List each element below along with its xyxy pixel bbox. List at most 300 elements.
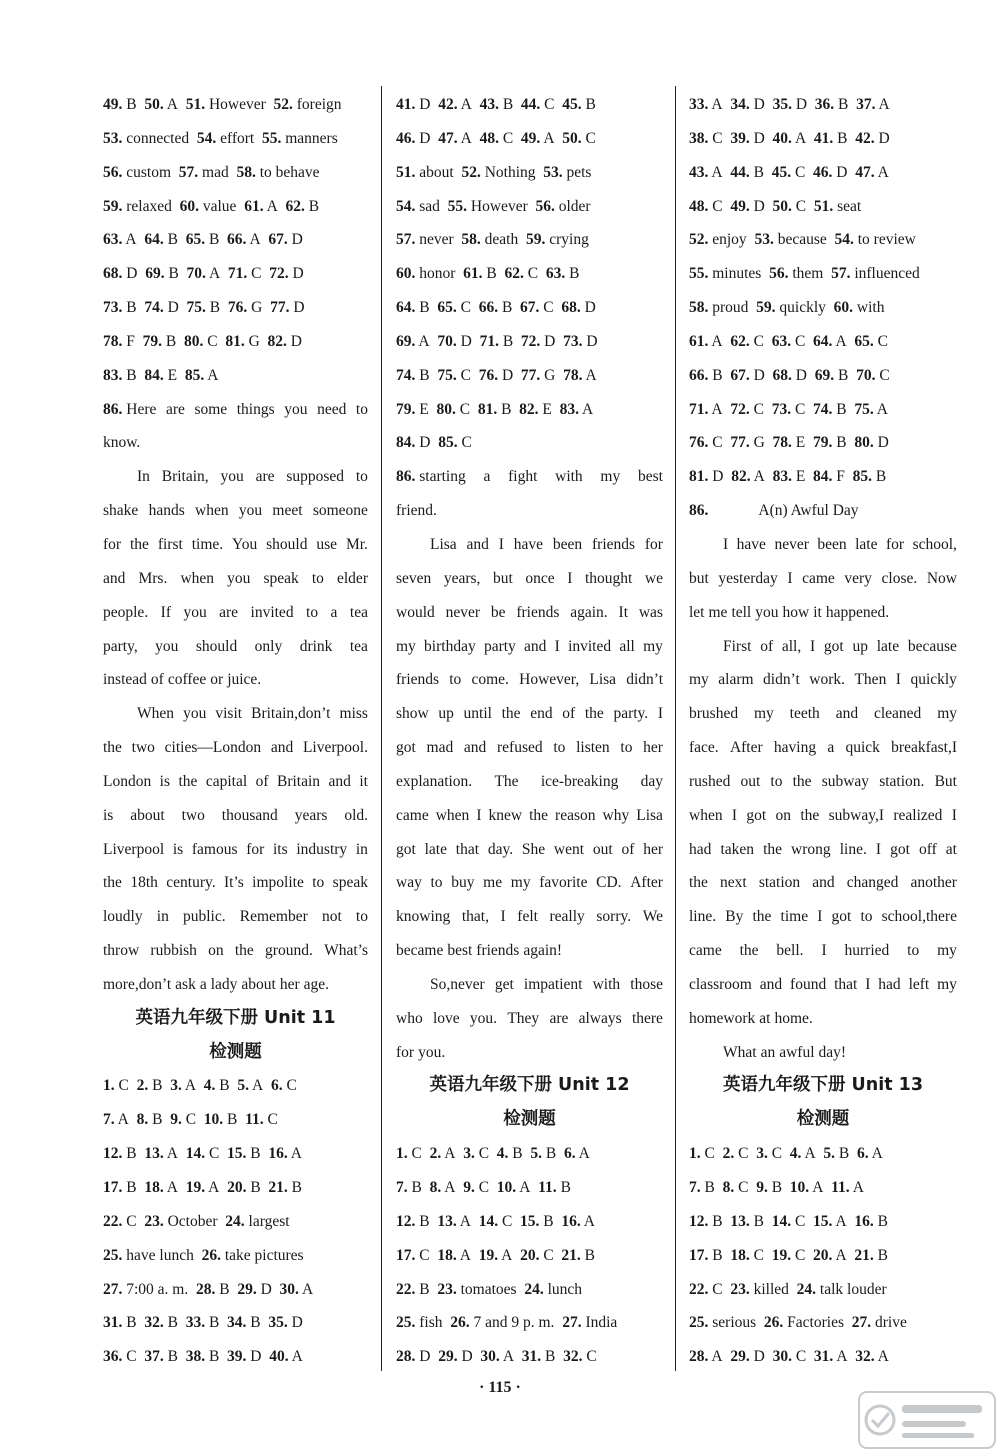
item-number: 6. [271,1077,283,1095]
answer-value: C [753,400,764,418]
answer-value: C [527,265,539,283]
word [845,934,890,968]
answer-item [505,265,546,282]
answer-value: A [460,96,472,113]
item-number: 4. [203,1077,216,1095]
answer-row [689,1306,957,1340]
word [844,562,872,596]
answer-item [772,1247,813,1264]
word-text: industry [296,840,348,858]
word-text: party. [613,705,649,723]
answer-item [478,401,519,418]
word [600,460,620,494]
item-number: 54. [196,129,217,147]
word [103,833,164,867]
word-text: I [865,975,871,993]
word [759,866,800,900]
answer-row [103,1340,368,1374]
item-number: 8. [722,1179,735,1196]
text-line [689,968,957,1002]
item-number: 76. [227,299,248,317]
word-text: I [731,806,738,824]
word [689,968,752,1002]
word [636,799,663,833]
item-number: 32. [563,1348,583,1366]
word [723,1036,757,1070]
item-number: 79. [813,434,833,452]
answer-item [103,1314,144,1331]
answer-value: A [125,231,137,249]
answer-value: October [167,1212,218,1230]
item-number: 17. [689,1246,709,1264]
word-text: reason [555,806,596,824]
word [952,799,957,833]
answer-item [730,198,772,215]
word-text: why [602,806,630,824]
item-number: 34. [730,96,750,113]
answer-value: B [712,1246,723,1264]
item-number: 26. [450,1314,470,1332]
answer-value: B [712,366,723,384]
answer-item [769,265,831,282]
answer-item [186,1145,227,1162]
answer-item [524,1281,582,1298]
answer-item [187,299,228,316]
word-text: some [194,400,228,418]
word [913,528,957,562]
word-text: friend. [396,502,437,520]
text-line [103,833,368,867]
answer-item [186,231,227,248]
word [793,765,812,799]
answer-item [437,1213,478,1230]
text-line [103,426,368,460]
answer-value: However [208,96,266,113]
answer-row [103,122,368,156]
item-number: 61. [463,265,483,283]
answer-item [103,1281,196,1298]
word [845,731,879,765]
column-left [103,88,368,1374]
item-number: 9. [170,1111,182,1129]
answer-value: E [167,366,178,384]
word [630,866,663,900]
answer-item [463,1179,497,1196]
word-text: to [770,772,783,790]
word [776,934,803,968]
word [251,596,294,630]
word-text: have [736,535,766,553]
item-number: 81. [225,332,245,350]
word-text: is [172,840,184,858]
word-text: and [524,637,547,655]
text-line [396,630,663,664]
word [919,833,937,867]
word [396,765,472,799]
word [585,697,604,731]
answer-item [689,434,730,451]
answer-item [538,1179,571,1196]
item-number: 85. [852,468,873,486]
word-text: been [817,535,847,553]
answer-value: A [208,265,221,283]
answer-value: D [460,332,472,350]
item-number: 82. [519,400,539,418]
answer-value: D [753,129,765,147]
word [356,900,368,934]
answer-item [731,468,772,485]
answer-item [520,299,561,316]
word [489,799,523,833]
item-number: 53. [103,129,123,147]
word-text: and [835,705,859,723]
answer-row [689,223,957,257]
word-text: yesterday [718,569,778,587]
word [103,900,143,934]
word-text: a [199,975,207,993]
word-text: Liverpool. [302,739,368,757]
word-text: station. [879,772,925,790]
word-text: me [483,874,503,892]
answer-item [396,265,463,282]
word-text: of [562,705,576,723]
answer-row [689,1273,957,1307]
answer-value: D [419,129,431,147]
item-number: 58. [236,163,256,181]
text-line [689,799,957,833]
answer-row [396,156,663,190]
word [425,833,447,867]
item-number: 65. [854,332,874,350]
word [579,1002,622,1036]
word [155,630,178,664]
word-text: you [238,502,263,520]
word [464,731,486,765]
item-number: 15. [227,1145,247,1163]
word-text: By [725,908,744,926]
essay-title-line [689,494,957,528]
word-text: rubbish [150,942,197,960]
word [137,697,174,731]
word [438,697,454,731]
answer-item [689,1247,730,1264]
answer-item [450,1314,562,1331]
word [689,900,716,934]
word [306,596,318,630]
item-number: 18. [144,1179,164,1196]
word [874,697,921,731]
answer-row [103,1171,368,1205]
item-number: 56. [769,265,789,283]
word [497,731,543,765]
answer-item [103,130,197,147]
word [284,393,307,427]
word-text: my [510,874,531,892]
answer-row [396,393,663,427]
answer-value: custom [126,163,172,181]
answer-item [756,1179,790,1196]
item-number: 62. [285,197,305,215]
answer-value: C [126,1348,137,1366]
word-text: those [630,975,663,993]
item-number: 11. [245,1111,264,1129]
answer-item [430,1145,464,1162]
answer-item [244,198,285,215]
word-text: came [396,806,429,824]
word-text: to [355,400,368,418]
word [555,460,583,494]
word-text: always [578,1009,622,1027]
answer-value: A [459,1212,471,1230]
answer-row [103,1306,368,1340]
word [613,697,648,731]
answer-item [689,1281,730,1298]
word [396,1002,423,1036]
item-number: 57. [178,163,199,181]
word-text: Mrs. [138,569,168,587]
answer-item [225,1213,289,1230]
item-number: 50. [144,96,164,113]
word-text: once [525,569,555,587]
answer-value: C [795,197,807,215]
item-number: 80. [183,332,204,350]
item-number: 79. [142,332,162,350]
item-number: 42. [438,96,458,113]
word-text: and [463,739,487,757]
word [446,596,480,630]
word-text: again! [523,942,563,960]
answer-item [689,299,756,316]
word [720,833,754,867]
word [553,528,582,562]
word-text: of [621,840,635,858]
word [759,1002,770,1036]
word-text: out [740,772,761,790]
word [324,934,368,968]
item-number: 2. [429,1145,442,1163]
answer-row [396,1273,663,1307]
answer-item [520,1213,561,1230]
word [424,630,476,664]
answer-item [730,367,772,384]
item-number: 73. [771,400,792,418]
answer-item [561,299,595,316]
item-number: 14. [771,1212,792,1230]
item-number: 73. [563,332,583,350]
answer-value: A [117,1111,129,1129]
item-number: 65. [185,231,206,249]
word-text: quick [845,739,880,757]
word-text: next [720,874,747,892]
answer-value: D [167,299,179,317]
answer-item [689,468,731,485]
answer-value: A [543,129,555,147]
word [356,833,368,867]
word-text: famous [191,840,238,858]
word [519,663,579,697]
answer-value: G [251,299,263,317]
word-text: for [246,840,265,858]
word [280,968,300,1002]
word [896,663,901,697]
word-text: sorry. [596,908,632,926]
answer-item [436,401,477,418]
answer-value: B [771,1179,783,1196]
answer-value: D [795,96,808,113]
word-text: to [306,603,319,621]
answer-value: B [419,299,430,317]
word-text: cities—London [164,739,262,757]
word [860,900,872,934]
answer-value: C [185,1111,197,1129]
word-text: on [775,806,792,824]
item-number: 55. [447,197,468,215]
answer-item [563,333,597,350]
word [103,731,122,765]
text-line [103,968,368,1002]
answer-value: B [308,197,320,215]
word-text: more,don’t [103,975,172,993]
answer-value: C [543,1246,554,1264]
word-text: I [498,535,504,553]
word-text: love [432,1009,460,1027]
answer-row [103,359,368,393]
word [781,900,809,934]
word-text: tea [349,637,368,655]
answer-row [689,257,957,291]
word [539,866,587,900]
item-number: 78. [103,332,123,350]
answer-value: honor [419,265,456,283]
word [689,934,722,968]
word-text: need [317,400,347,418]
word-text: we [644,569,663,587]
word-text: However, [519,671,580,689]
column-right [689,88,957,1374]
answer-item [479,367,521,384]
word-text: We [642,908,663,926]
word [909,968,930,1002]
item-number: 17. [103,1179,123,1196]
word-text: a [330,603,338,621]
word-text: century. [166,874,216,892]
item-number: 63. [771,332,792,350]
item-number: 20. [227,1179,247,1196]
answer-item [563,1348,597,1365]
item-number: 63. [103,231,123,249]
item-number: 39. [730,129,750,147]
word [752,900,771,934]
item-number: 72. [520,332,541,350]
item-number: 29. [438,1348,458,1366]
word-text: When [137,705,175,723]
answer-value: proud [712,299,749,317]
word [854,663,886,697]
word-text: After [729,739,763,757]
item-number: 36. [814,96,835,113]
word-text: late [855,535,878,553]
item-number: 51. [813,197,834,215]
answer-value: relaxed [126,197,172,215]
answer-item [497,1145,531,1162]
answer-value: D [126,265,138,283]
answer-value: C [251,265,262,283]
word [175,968,196,1002]
word-text: when [195,502,229,520]
answer-item [144,1348,185,1365]
answer-value: C [459,400,471,418]
word-text: You [232,535,258,553]
word [396,866,422,900]
word [137,460,150,494]
answer-item [730,1213,771,1230]
word-text: the [739,942,759,960]
answer-value: tomatoes [460,1280,517,1298]
word-text: or [210,671,224,689]
item-number: 48. [479,129,499,147]
answer-item [262,130,338,147]
word-text: never [774,535,809,553]
item-number: 62. [504,265,524,283]
word-text: at [945,840,957,858]
item-number: 28. [396,1348,416,1366]
word [718,663,753,697]
answer-value: D [291,231,303,249]
answer-value: A [301,1280,314,1298]
answer-item [463,1145,497,1162]
answer-item [730,96,772,113]
word [689,663,709,697]
word [855,528,877,562]
answer-value: A [878,96,890,113]
answer-item [689,1314,764,1331]
word [471,663,508,697]
word [256,765,269,799]
word [754,697,774,731]
word-text: would [396,603,435,621]
text-line [103,596,368,630]
answer-item [396,367,437,384]
word [907,934,919,968]
word-text: at [759,1009,771,1027]
answer-value: C [879,366,890,384]
answer-value: B [545,1348,556,1366]
word-text: drink [299,637,333,655]
item-number: 24. [796,1280,817,1298]
answer-value: D [501,366,514,384]
word-text: someone [312,502,368,520]
item-number: 17. [396,1246,416,1264]
answer-value: C [712,129,723,147]
word [232,528,257,562]
answer-item [170,1077,204,1094]
word [829,799,884,833]
item-number: 38. [689,129,709,147]
answer-item [520,1247,561,1264]
item-number: 22. [103,1212,123,1230]
answer-item [186,1314,227,1331]
item-number: 41. [813,129,834,147]
answer-value: take pictures [224,1246,304,1264]
word-text: didn’t [763,671,800,689]
answer-item [396,1281,437,1298]
answer-value: B [877,1246,888,1264]
answer-item [521,333,563,350]
word-text: got [823,637,844,655]
word [329,765,351,799]
word-text: first [157,535,183,553]
word [827,731,834,765]
